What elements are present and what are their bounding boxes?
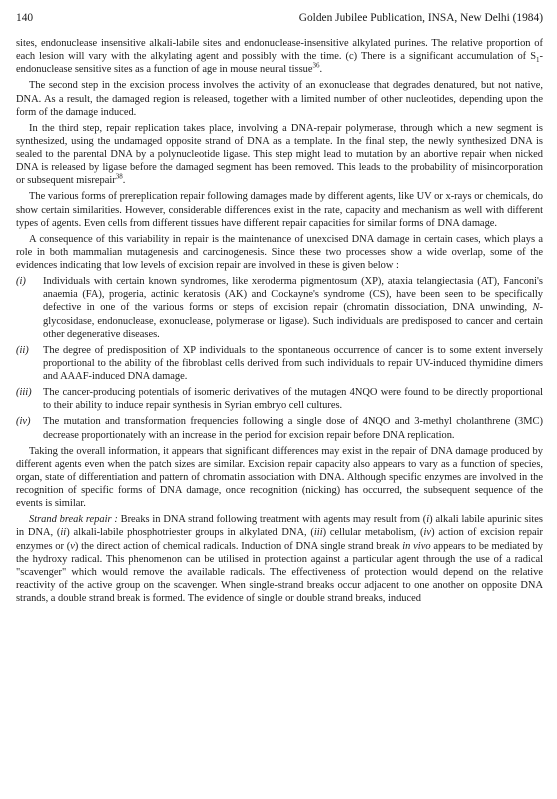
section-heading: Strand break repair : [29,514,118,526]
list-item [16,344,543,383]
text-run: ) cellular metabolism, ( [322,527,424,539]
italic-text: iv [423,527,432,539]
list-item-text [43,275,543,341]
list-item-text: The degree of predisposition of XP individuals to the spontaneous occurrence of cancer is to some extent inversely proportional to the ability of the fibroblast cells derived from such individuals to repair UV-induced thymidine dimers and AAAF-induced DNA damage. [43,344,543,382]
list-item [16,275,543,341]
text-run: ) the direct action of chemical radicals. Induction of DNA single strand break [74,540,403,552]
text-run: appears to be mediated by the hydroxy radical. This phenomenon can be utilised in protection against a particular agent through the use of a radical "scavenger" which would remove the available radicals. The effectiveness of protection would depend on the relative reactivity of the active group on the scavenger. When single-strand breaks occur adjacent to one another on opposite DNA strands, a double strand break is formed. The evidence of single or double strand breaks, induced [16,540,543,604]
reference-superscript: 36 [312,61,320,70]
list-item-text: The mutation and transformation frequencies following a single dose of 4NQO and 3-methyl cholanthrene (3MC) decrease proportionately with an increase in the period for excision repair before DNA replication. [43,416,543,441]
body-text [16,37,543,605]
running-title: Golden Jubilee Publication, INSA, New Delhi (1984) [298,12,543,24]
list-item-text: The cancer-producing potentials of isomeric derivatives of the mutagen 4NQO were found to be directly proportional to their ability to induce repair synthesis in Syrian embryo cell cultures. [43,387,543,412]
paragraph-5: A consequence of this variability in repair is the maintenance of unexcised DNA damage in certain cases, which plays a role in both mammalian mutagenesis and carcinogenesis. Since these two processes show a wide overlap, some of the evidences indicating that low levels of excision repair are involved in these is given below : [16,233,543,271]
paragraph-1 [16,37,543,76]
text-run: -endonuclease sensitive sites as a function of age in mouse neural tissue [16,51,543,76]
italic-text: ii [60,527,67,539]
page-number: 140 [16,12,34,24]
text-run: sites, endonuclease insensitive alkali-labile sites and endonuclease-insensitive alkylated purines. The relative proportion of each lesion will vary with the alkylating agent and possibly with the time. (c) There is a significant accumulation of S [16,38,543,63]
text-run: ) action of excision repair enzymes or ( [16,527,544,552]
italic-text: in vivo [402,540,431,552]
text-run: Individuals with certain known syndromes, like xeroderma pigmentosum (XP), ataxia telangiectasia (AT), Fanconi's anaemia (FA), progeria, actinic keratosis (AK) and Cockayne's syndrome (CS), have been seen to be specifically defective in one of the various forms or steps of excision repair (chromatin dissociation, DNA unwinding, [43,276,543,314]
text-run: -glycosidase, endonuclease, exonuclease, polymerase or ligase). Such individuals are predisposed to cancer and certain other degenerative diseases. [43,302,543,340]
italic-text: iii [313,527,323,539]
list-item [16,415,543,441]
list-number: (i) [16,276,26,288]
paragraph-7 [16,513,543,605]
text-run: . [122,175,126,187]
text-run: Breaks in DNA strand following treatment with agents may result from ( [117,514,427,526]
list-item [16,386,543,412]
page-header [16,12,543,25]
text-run: . [319,64,323,76]
paragraph-6: Taking the overall information, it appears that significant differences may exist in the repair of DNA damage produced by different agents even when the patch sizes are similar. Excision repair capacity also appears to vary as a function of species, organ, state of differentiation and pattern of chromatin association with DNA. Although specific enzymes are involved in the recognition of specific forms of DNA damage, once recognition (nicking) has occurred, the subsequent sequence of the events is similar. [16,445,543,510]
text-run: ) alkali-labile phosphotriester groups in alkylated DNA, ( [66,527,314,539]
list-number: (ii) [16,344,29,356]
paragraph-4: The various forms of prereplication repair following damages made by different agents, like UV or x-rays or chemicals, do show certain similarities. However, considerable differences exist in the rate, capacity and mechanism as well with different types of agents. Even cells from different tissues have different repair capacities for similar forms of DNA damage. [16,191,543,229]
paragraph-3 [16,122,543,188]
list-number: (iv) [16,416,31,428]
list-number: (iii) [16,387,32,399]
reference-superscript: 38 [115,172,123,181]
italic-text: v [70,540,75,552]
text-run: In the third step, repair replication takes place, involving a DNA-repair polymerase, through which a new segment is synthesized, using the undamaged opposite strand of DNA as a template. In the final step, the newly synthesized DNA is sealed to the parental DNA by a polynucleotide ligase. This step might lead to mutation by an abortive repair when nicked DNA is released by ligase before the damaged segment has been removed. This leads to the probability of misincorporation or subsequent misrepair [16,122,543,187]
italic-text: i [426,514,430,526]
subscript: 1 [536,56,540,65]
paragraph-2: The second step in the excision process involves the activity of an exonuclease that degrades denatured, but not native, DNA. As a result, the damaged region is released, together with a limited number of other nucleotides, depending upon the form of the damage induced. [16,80,543,118]
italic-text: N [532,302,540,314]
evidence-list [16,275,543,442]
text-run: ) alkali labile apurinic sites in DNA, ( [16,514,543,539]
